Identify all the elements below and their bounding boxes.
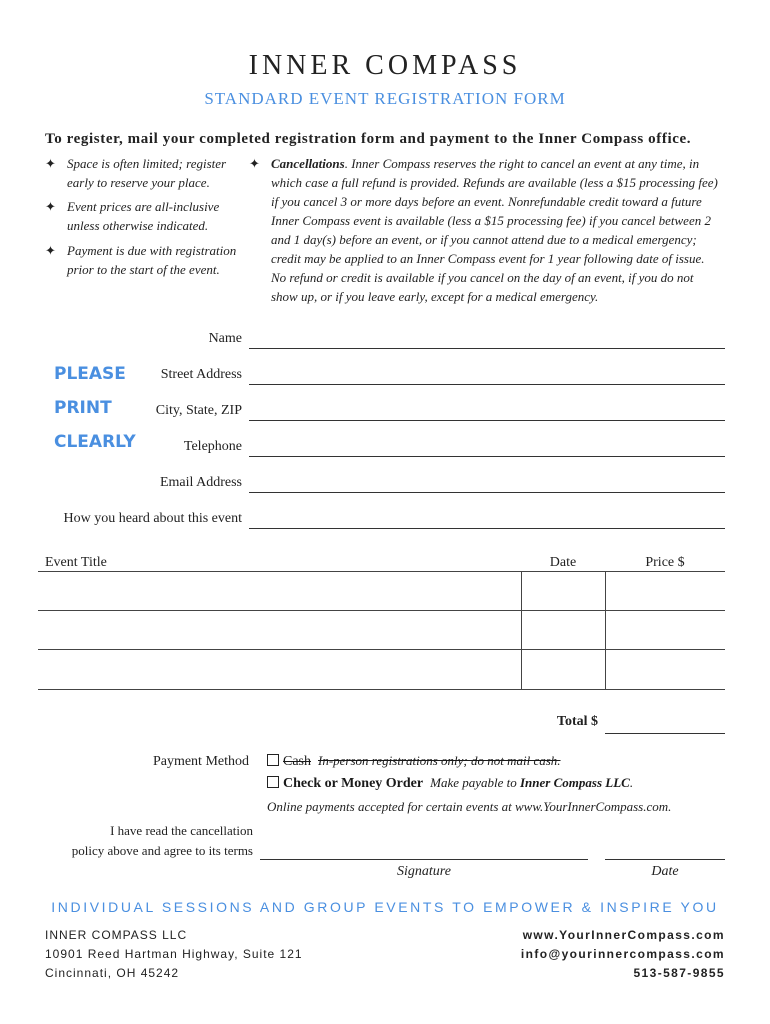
cancellation-policy: ✦ Cancellations. Inner Compass reserves the right to cancel an event at any time, in which case a full refund is provided. Refunds are available (less a $15 processing fee) if you cancel 3 or more days before an event. Nonrefundable credit toward a future Inner Compass event is available (less a $15 processing fee) if you cancel between 2 and 1 day(s) before an event, or if you cannot attend due to a medical emergency; credit may be applied to an Inner Compass event for 1 year following date of issue. No refund or credit is available if you cancel on the day of an event, if you do not show up, or if you leave early, except for a medical emergency.: [249, 156, 718, 304]
total-field[interactable]: [605, 733, 725, 734]
heard-about-field[interactable]: [249, 528, 725, 529]
date-header: Date: [549, 555, 577, 570]
form-subtitle: STANDARD EVENT REGISTRATION FORM: [204, 89, 566, 108]
phone-number: 513-587-9855: [633, 966, 725, 980]
price-header: Price $: [645, 555, 685, 570]
bullet-prices: ✦ Event prices are all-inclusive unless otherwise indicated.: [45, 199, 220, 233]
email-link[interactable]: info@yourinnercompass.com: [520, 947, 725, 961]
bullet-space-limited: ✦ Space is often limited; register early to reserve your place.: [45, 156, 227, 190]
check-checkbox[interactable]: [267, 776, 279, 788]
date-cell-3[interactable]: [522, 650, 605, 688]
city-state-zip: Cincinnati, OH 45242: [45, 966, 180, 980]
signature-field[interactable]: [260, 859, 588, 860]
date-caption: Date: [651, 864, 679, 879]
cash-note: In-person registrations only; do not mail cash.: [318, 753, 561, 768]
cash-label: Cash: [283, 754, 311, 769]
online-payment-note: Online payments accepted for certain events at www.YourInnerCompass.com.: [267, 799, 672, 814]
street-address: 10901 Reed Hartman Highway, Suite 121: [45, 947, 303, 961]
street-field[interactable]: [249, 384, 725, 385]
heard-about-label: How you heard about this event: [63, 511, 242, 526]
date-cell-1[interactable]: [522, 572, 605, 610]
cash-option: [267, 753, 561, 770]
check-label: Check or Money Order: [283, 776, 424, 791]
city-state-zip-label: City, State, ZIP: [155, 403, 242, 418]
check-note: Make payable to: [430, 775, 517, 790]
check-option: Check or Money Order Make payable to Inner Compass LLC.: [267, 775, 633, 792]
website-link[interactable]: www.YourInnerCompass.com: [522, 928, 725, 942]
please-print-note-2: PRINT: [54, 398, 112, 418]
price-cell-3[interactable]: [606, 650, 725, 688]
star-bullet-icon: ✦: [249, 156, 260, 171]
street-label: Street Address: [160, 367, 242, 382]
event-title-cell-1[interactable]: [38, 572, 521, 610]
price-cell-2[interactable]: [606, 611, 725, 649]
name-label: Name: [208, 331, 242, 346]
signature-date-field[interactable]: [605, 859, 725, 860]
footer-address: [45, 926, 303, 983]
payment-method-label: Payment Method: [152, 754, 249, 769]
instructions: To register, mail your completed registration form and payment to the Inner Compass office.: [45, 131, 692, 147]
page-title: INNER COMPASS: [248, 50, 522, 81]
date-cell-2[interactable]: [522, 611, 605, 649]
email-field[interactable]: [249, 492, 725, 493]
price-cell-1[interactable]: [606, 572, 725, 610]
please-print-note-1: PLEASE: [54, 364, 126, 384]
footer-tagline: INDIVIDUAL SESSIONS AND GROUP EVENTS TO EMPOWER & INSPIRE YOU: [51, 899, 719, 915]
footer-contact: [521, 926, 725, 983]
city-state-zip-field[interactable]: [249, 420, 725, 421]
email-label: Email Address: [159, 475, 242, 490]
bullet-payment-due: ✦ Payment is due with registration prior to the start of the event.: [45, 243, 237, 277]
signature-caption: Signature: [397, 864, 451, 879]
star-bullet-icon: ✦: [45, 156, 56, 171]
name-field[interactable]: [249, 348, 725, 349]
event-table: [38, 571, 725, 690]
please-print-note-3: CLEARLY: [54, 432, 136, 452]
total-label: Total $: [556, 714, 598, 729]
company-name: INNER COMPASS LLC: [45, 928, 188, 942]
check-payee: Inner Compass LLC: [520, 775, 630, 790]
star-bullet-icon: ✦: [45, 243, 56, 258]
cash-checkbox[interactable]: [267, 754, 279, 766]
telephone-field[interactable]: [249, 456, 725, 457]
event-title-header: Event Title: [45, 555, 107, 570]
star-bullet-icon: ✦: [45, 199, 56, 214]
agreement-text-2: policy above and agree to its terms: [71, 843, 253, 858]
telephone-label: Telephone: [183, 439, 242, 454]
event-title-cell-3[interactable]: [38, 650, 521, 688]
agreement-text-1: I have read the cancellation: [110, 823, 253, 838]
event-title-cell-2[interactable]: [38, 611, 521, 649]
